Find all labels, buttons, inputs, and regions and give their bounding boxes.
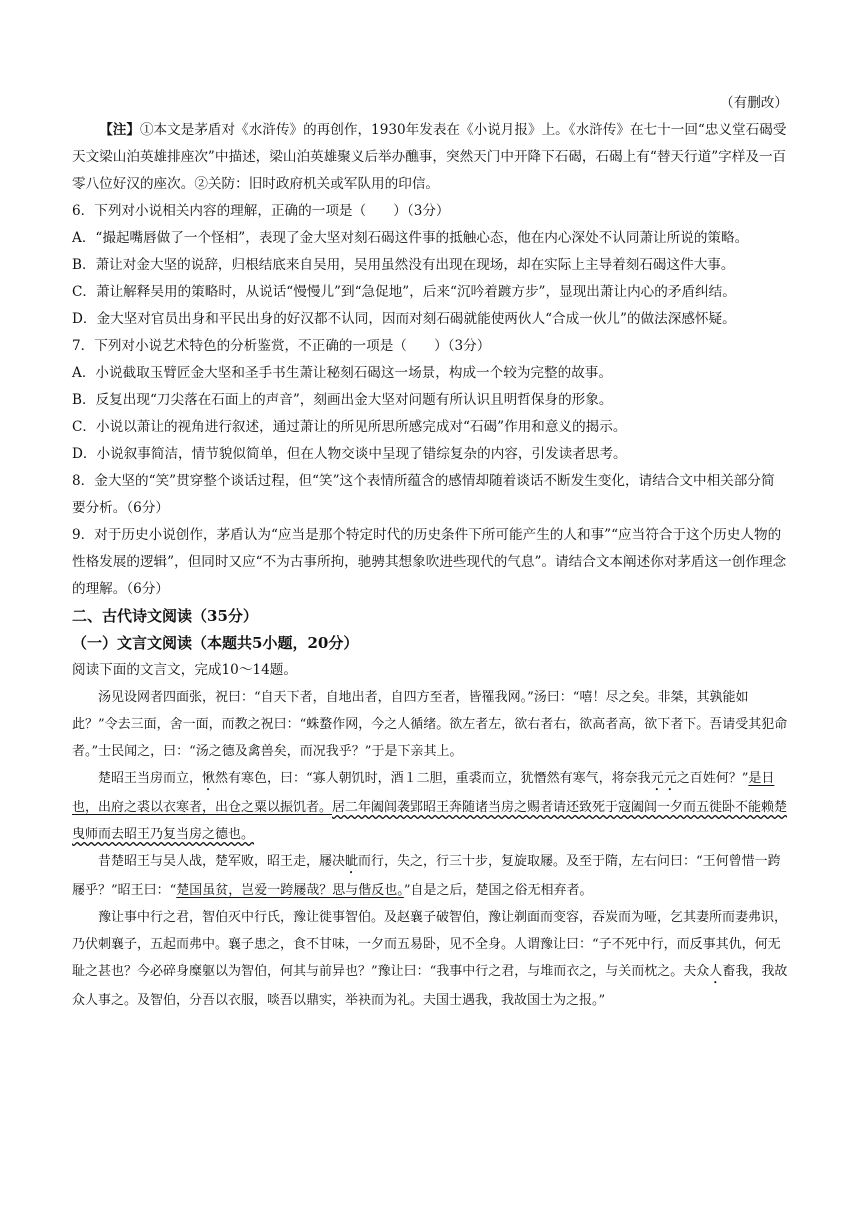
- option-b: B．反复出现“刀尖落在石面上的声音”，刻画出金大坚对问题有所认识且明哲保身的形象。: [72, 392, 613, 408]
- underlined-sentence: 楚国虽贫，岂爱一跨屦哉？思与偕反也。: [176, 883, 404, 898]
- emphasis-char: 眦: [345, 854, 359, 869]
- wavy-underlined-text: 居二年阖闾袭郢昭王奔随诸当房之赐者请还致死于寇阖闾一夕而五徙卧不能赖楚曳师而去昭王乃复当房之德也。: [72, 800, 788, 842]
- reading-instruction: 阅读下面的文言文，完成10～14题。: [72, 662, 297, 678]
- passage-paragraph-4: 豫让事中行之君，智伯灭中行氏，豫让徙事智伯。及赵襄子破智伯，豫让剃面而变容，吞炭而为哑，乞其妻所而妻弗识，乃伏刺襄子，五起而弗中。襄子患之，食不甘味，一夕而五易卧，见不全身。人谓豫让曰：“子不死中行，而反事其仇，何无耻之甚也？今必碎身糜躯以为智伯，何其与前异也？”豫让曰：“我事中行之君，与堆而衣之，与关而枕之。夫众人畜我，我故众人事之。及智伯，分吾以衣服，啖吾以鼎实，举袂而为礼。夫国士遇我，我故国士为之报。”: [72, 910, 788, 1008]
- option-c: C．小说以萧让的视角进行叙述，通过萧让的所见所思所感完成对“石碣”作用和意义的揭示。: [72, 419, 627, 435]
- option-d: D．金大坚对官员出身和平民出身的好汉都不认同，因而对刻石碣就能使两伙人“合成一伙儿”的做法深感怀疑。: [72, 311, 736, 327]
- emphasis-char: 人: [709, 964, 723, 979]
- passage-paragraph-1: 汤见设网者四面张，祝曰：“自天下者，自地出者，自四方至者，皆罹我网。”汤曰：“嘻！尽之矣。非桀，其孰能如此？”令去三面，舍一面，而教之祝曰：“蛛蝥作网，今之人循绪。欲左者左，欲右者右，欲高者高，欲下者下。吾请受其犯命者。”士民闻之，曰：“汤之德及禽兽矣，而况我乎？”于是下亲其上。: [72, 690, 788, 759]
- section-heading: 二、古代诗文阅读（35分）: [72, 607, 258, 625]
- option-a: A．小说截取玉臂匠金大坚和圣手书生萧让秘刻石碣这一场景，构成一个较为完整的故事。: [72, 365, 612, 381]
- underlined-sentence: 是日也，出府之裘以衣寒者，出仓之粟以振饥者。: [72, 771, 775, 815]
- subsection-heading: （一）文言文阅读（本题共5小题，20分）: [72, 634, 359, 652]
- passage-paragraph-2: 楚昭王当房而立，愀然有寒色，曰：“寡人朝饥时，酒１二胆，重裘而立，犹憯然有寒气，将奈我元元之百姓何？”是日也，出府之裘以衣寒者，出仓之粟以振饥者。居二年阖闾袭郢昭王奔随诸当房之赐者请还致死于寇阖闾一夕而五徙卧不能赖楚曳师而去昭王乃复当房之德也。: [72, 771, 788, 842]
- question-8: 8．金大坚的“笑”贯穿整个谈话过程，但“笑”这个表情所蕴含的感情却随着谈话不断发生变化，请结合文中相关部分简要分析。（6分）: [72, 473, 775, 516]
- question-7: [72, 333, 788, 468]
- passage-paragraph-3: 昔楚昭王与吴人战，楚军败，昭王走，屦决眦而行，失之，行三十步，复旋取屦。及至于隋，左右问曰：“王何曾惜一跨屦乎？”昭王曰：“楚国虽贫，岂爱一跨屦哉？思与偕反也。”自是之后，楚国之俗无相弃者。: [72, 854, 781, 898]
- classical-passage: [72, 684, 788, 1014]
- emphasis-char: 元元: [650, 771, 677, 786]
- option-a: A．“撮起嘴唇做了一个怪相”，表现了金大坚对刻石碣这件事的抵触心态，他在内心深处不认同萧让所说的策略。: [72, 230, 749, 246]
- emphasis-char: 愀: [202, 771, 216, 786]
- question-6: [72, 198, 788, 333]
- footnote: [72, 117, 788, 198]
- question-stem: 7．下列对小说艺术特色的分析鉴赏，不正确的一项是（ ）（3分）: [72, 338, 491, 354]
- option-d: D．小说叙事简洁，情节貌似简单，但在人物交谈中呈现了错综复杂的内容，引发读者思考。: [72, 446, 627, 462]
- question-9: 9．对于历史小说创作，茅盾认为“应当是那个特定时代的历史条件下所可能产生的人和事”“应当符合于这个历史人物的性格发展的逻辑”，但同时又应“不为古事所拘，驰骋其想象吹进些现代的气息”。请结合文本阐述你对茅盾这一创作理念的理解。（6分）: [72, 527, 787, 597]
- option-c: C．萧让解释吴用的策略时，从说话“慢慢儿”到“急促地”，后来“沉吟着踱方步”，显现出萧让内心的矛盾纠结。: [72, 284, 736, 300]
- option-b: B．萧让对金大坚的说辞，归根结底来自吴用，吴用虽然没有出现在现场，却在实际上主导着刻石碣这件大事。: [72, 257, 735, 273]
- footnote-prefix: 【注】: [99, 122, 140, 138]
- revision-note: （有删改）: [720, 95, 788, 111]
- footnote-text: ①本文是茅盾对《水浒传》的再创作，1930年发表在《小说月报》上。《水浒传》在七十一回“忠义堂石碣受天文梁山泊英雄排座次”中描述，梁山泊英雄聚义后举办醮事，突然天门中开降下石碣，石碣上有“替天行道”字样及一百零八位好汉的座次。②关防：旧时政府机关或军队用的印信。: [72, 122, 787, 192]
- question-stem: 6．下列对小说相关内容的理解，正确的一项是（ ）（3分）: [72, 203, 450, 219]
